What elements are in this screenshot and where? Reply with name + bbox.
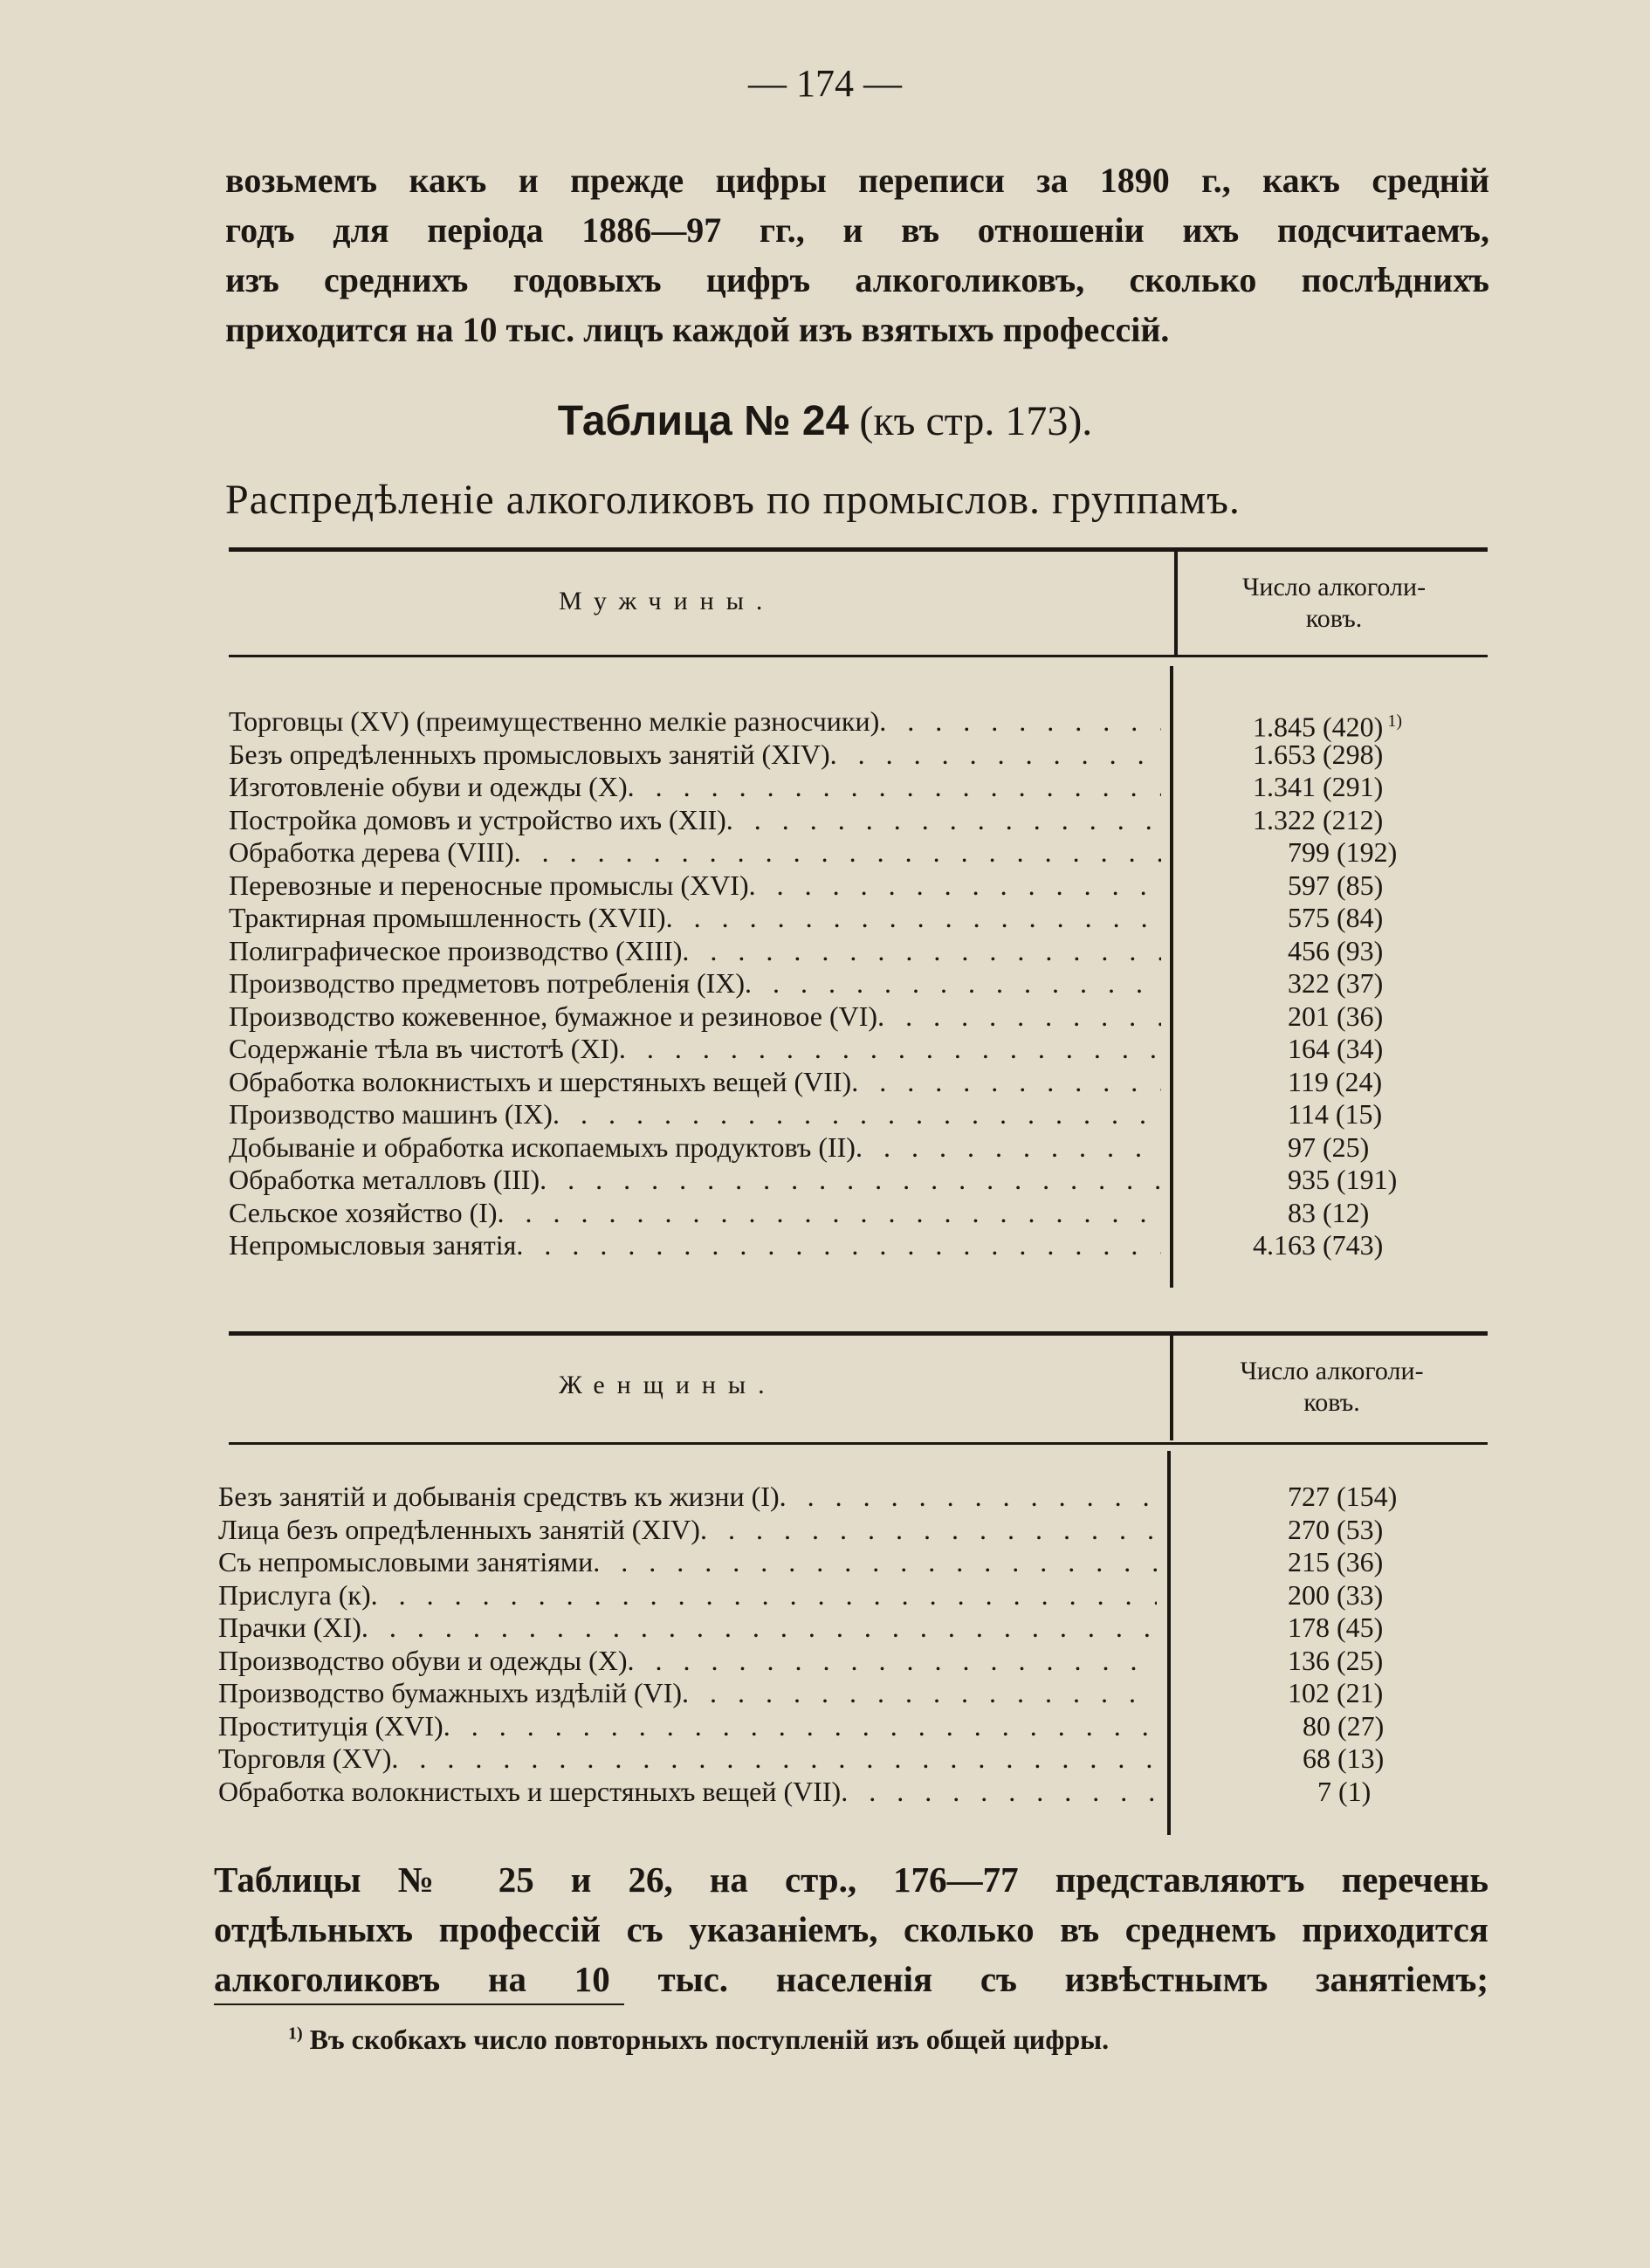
table-row-value [1288,1710,1484,1743]
occupation-label: Непромысловыя занятія [229,1229,517,1261]
table-top-rule [229,547,1488,552]
table-row-value [1288,1677,1484,1710]
dot-leader [682,935,1161,968]
alcoholic-count: 7 (1) [1317,1775,1372,1807]
table-row-label [229,1000,1161,1034]
table-row-value [1187,1197,1484,1230]
women-values [1288,1481,1484,1808]
table-row-label [218,1742,1157,1776]
dot-leader [877,1000,1161,1034]
occupation-label: Прислуга (к) [218,1578,371,1611]
table-row-value [1187,1098,1484,1131]
outro-line: алкоголиковъ на 10 тыс. населенія съ извѣстнымъ занятіемъ; [214,1959,1488,1999]
dot-leader [726,804,1161,837]
occupation-label: Безъ занятій и добыванія средствъ къ жизни (I) [218,1481,780,1512]
dot-leader [516,1229,1161,1262]
occupation-label: Перевозные и переносные промыслы (XVI) [229,869,749,901]
table-row-value [1187,1033,1484,1066]
dot-leader [371,1579,1157,1612]
dot-leader [628,1645,1158,1678]
table-title-ref: (къ стр. 173). [849,398,1093,444]
table-row-label [218,1645,1157,1678]
alcoholic-count: 727 (154) [1288,1481,1398,1512]
occupation-label: Обработка металловъ (III) [229,1164,540,1195]
table-row-value [1288,1579,1484,1612]
alcoholic-count: 1.322 (212) [1253,803,1384,835]
occupation-label: Производство бумажныхъ издѣлій (VI) [218,1677,683,1708]
table-row-value [1288,1481,1484,1514]
dot-leader [443,1710,1157,1743]
dot-leader [540,1164,1161,1197]
women-labels [218,1481,1157,1808]
dot-leader [851,1066,1161,1099]
outro-line: отдѣльныхъ профессій съ указаніемъ, сколько въ среднемъ приходится [214,1909,1488,1949]
intro-paragraph [225,155,1489,354]
table-row-value [1187,1164,1484,1197]
alcoholic-count: 178 (45) [1288,1612,1384,1643]
occupation-label: Производство обуви и одежды (X) [218,1644,628,1676]
table-row-label [229,705,1161,739]
table-row-label [218,1776,1157,1809]
alcoholic-count: 1.845 (420) [1253,711,1384,743]
dot-leader [780,1481,1157,1514]
table-title [0,397,1650,445]
women-count-header-line: ковъ. [1303,1388,1360,1417]
men-header-label: Мужчины. [559,587,775,615]
alcoholic-count: 575 (84) [1288,902,1384,933]
table-row-label [229,1229,1161,1262]
intro-line: приходится на 10 тыс. лицъ каждой изъ взятыхъ профессій. [225,310,1170,349]
alcoholic-count: 164 (34) [1288,1033,1384,1064]
footnote-text: Въ скобкахъ число повторныхъ поступленій изъ общей цифры. [302,2024,1110,2055]
occupation-label: Постройка домовъ и устройство ихъ (XII) [229,803,726,835]
table-row-label [229,739,1161,772]
table-row-value [1288,1514,1484,1547]
men-labels [229,705,1161,1262]
table-row-value [1187,1000,1484,1034]
table-row-value [1187,967,1484,1000]
occupation-label: Торговля (XV) [218,1742,392,1774]
table-row-label [218,1481,1157,1514]
women-count-header [1176,1356,1488,1419]
intro-line: изъ среднихъ годовыхъ цифръ алкоголиковъ, сколько послѣднихъ [225,260,1489,299]
table-row-label [218,1579,1157,1612]
women-top-rule [229,1331,1488,1336]
men-count-header-line: ковъ. [1305,604,1363,633]
table-row-value [1187,1131,1484,1165]
table-row-label [218,1677,1157,1710]
women-body-divider [1167,1451,1171,1835]
table-row-label [229,1033,1161,1066]
alcoholic-count: 201 (36) [1288,1000,1384,1032]
table-row-label [218,1546,1157,1579]
women-header-divider [1170,1336,1173,1440]
dot-leader [830,739,1161,772]
table-row-value [1288,1645,1484,1678]
occupation-label: Добываніе и обработка ископаемыхъ продуктовъ (II) [229,1131,856,1163]
occupation-label: Производство кожевенное, бумажное и резиновое (VI) [229,1000,878,1032]
occupation-label: Обработка волокнистыхъ и шерстяныхъ вещей (VII) [229,1065,852,1097]
table-row-value [1288,1546,1484,1579]
dot-leader [628,771,1161,804]
occupation-label: Лица безъ опредѣленныхъ занятій (XIV) [218,1513,700,1545]
dot-leader [700,1514,1157,1547]
table-row-value [1187,739,1484,772]
occupation-label: Прачки (XI) [218,1612,361,1643]
dot-leader [841,1776,1157,1809]
alcoholic-count: 80 (27) [1303,1709,1385,1742]
table-row-label [229,1098,1161,1131]
table-row-label [229,967,1161,1000]
dot-leader [514,836,1161,869]
footnote-rule [214,2003,624,2005]
table-row-value [1288,1742,1484,1776]
occupation-label: Трактирная промышленность (XVII) [229,902,666,933]
dot-leader [856,1131,1161,1165]
footnote-mark: 1) [288,2024,303,2044]
occupation-label: Полиграфическое производство (XIII) [229,934,683,966]
men-values [1187,705,1484,1262]
occupation-label: Проституція (XVI) [218,1709,443,1742]
men-header-rule [229,655,1488,657]
dot-leader [745,967,1161,1000]
alcoholic-count: 322 (37) [1288,967,1384,999]
outro-line: Таблицы № 25 и 26, на стр., 176—77 представляютъ перечень [214,1859,1488,1900]
alcoholic-count: 597 (85) [1288,869,1384,901]
occupation-label: Изготовленіе обуви и одежды (X) [229,771,628,802]
table-row-value [1187,836,1484,869]
alcoholic-count: 97 (25) [1288,1131,1370,1163]
table-row-label [229,804,1161,837]
occupation-label: Торговцы (XV) (преимущественно мелкіе разносчики) [229,705,880,737]
table-row-value [1187,902,1484,935]
alcoholic-count: 102 (21) [1288,1677,1384,1708]
alcoholic-count: 1.341 (291) [1253,771,1384,802]
table-row-label [229,902,1161,935]
table-row-label [229,1131,1161,1165]
alcoholic-count: 1.653 (298) [1253,738,1384,770]
dot-leader [593,1546,1157,1579]
dot-leader [749,869,1161,903]
table-row-label [229,1197,1161,1230]
occupation-label: Обработка волокнистыхъ и шерстяныхъ вещей (VII) [218,1775,842,1807]
women-count-header-line: Число алкоголи- [1240,1357,1424,1385]
occupation-label: Обработка дерева (VIII) [229,836,514,868]
table-row-label [229,771,1161,804]
alcoholic-count: 119 (24) [1288,1065,1383,1097]
dot-leader [391,1742,1157,1776]
men-header-divider [1174,552,1178,655]
table-row-value [1187,771,1484,804]
occupation-label: Содержаніе тѣла въ чистотѣ (XI) [229,1033,619,1064]
table-row-label [229,1164,1161,1197]
occupation-label: Безъ опредѣленныхъ промысловыхъ занятій (XIV) [229,738,830,770]
dot-leader [553,1098,1161,1131]
women-header-rule [229,1442,1488,1445]
outro-paragraph [214,1855,1488,2004]
alcoholic-count: 200 (33) [1288,1578,1384,1611]
dot-leader [666,902,1161,935]
dot-leader [498,1197,1161,1230]
alcoholic-count: 83 (12) [1288,1196,1370,1228]
footnote-ref: 1) [1383,711,1402,731]
table-row-label [229,869,1161,903]
table-row-label [218,1514,1157,1547]
alcoholic-count: 270 (53) [1288,1513,1384,1545]
alcoholic-count: 215 (36) [1288,1546,1384,1577]
women-header-label: Женщины. [559,1371,777,1399]
table-row-label [229,836,1161,869]
alcoholic-count: 136 (25) [1288,1644,1384,1676]
table-row-label [229,935,1161,968]
footnote [288,2024,1109,2056]
dot-leader [879,705,1161,739]
alcoholic-count: 68 (13) [1303,1742,1385,1774]
table-row-value [1187,869,1484,903]
table-row-value [1187,935,1484,968]
dot-leader [361,1612,1157,1645]
alcoholic-count: 935 (191) [1288,1164,1398,1195]
occupation-label: Производство машинъ (IX) [229,1098,553,1130]
table-row-value [1187,1229,1484,1262]
table-row-value [1187,1066,1484,1099]
table-title-bold: Таблица № 24 [557,398,849,444]
table-row-label [218,1710,1157,1743]
alcoholic-count: 799 (192) [1288,836,1398,868]
table-row-value [1288,1776,1484,1809]
alcoholic-count: 4.163 (743) [1253,1229,1384,1261]
dot-leader [619,1033,1161,1066]
table-row-value [1187,705,1484,743]
table-row-label [218,1612,1157,1645]
occupation-label: Сельское хозяйство (I) [229,1196,498,1228]
men-body-divider [1170,666,1173,1288]
intro-line: возьмемъ какъ и прежде цифры переписи за 1890 г., какъ средній [225,161,1489,200]
table-row-label [229,1066,1161,1099]
alcoholic-count: 114 (15) [1288,1098,1383,1130]
occupation-label: Съ непромысловыми занятіями [218,1546,594,1577]
men-count-header-line: Число алкоголи- [1241,573,1427,601]
page-number: — 174 — [748,62,902,105]
dot-leader [682,1677,1157,1710]
occupation-label: Производство предметовъ потребленія (IX) [229,967,746,999]
men-count-header [1180,572,1488,635]
intro-line: годъ для періода 1886—97 гг., и въ отношеніи ихъ подсчитаемъ, [225,210,1489,250]
alcoholic-count: 456 (93) [1288,934,1384,966]
table-row-value [1288,1612,1484,1645]
table-row-value [1187,804,1484,837]
table-subtitle: Распредѣленіе алкоголиковъ по промыслов. группамъ. [225,477,1241,523]
